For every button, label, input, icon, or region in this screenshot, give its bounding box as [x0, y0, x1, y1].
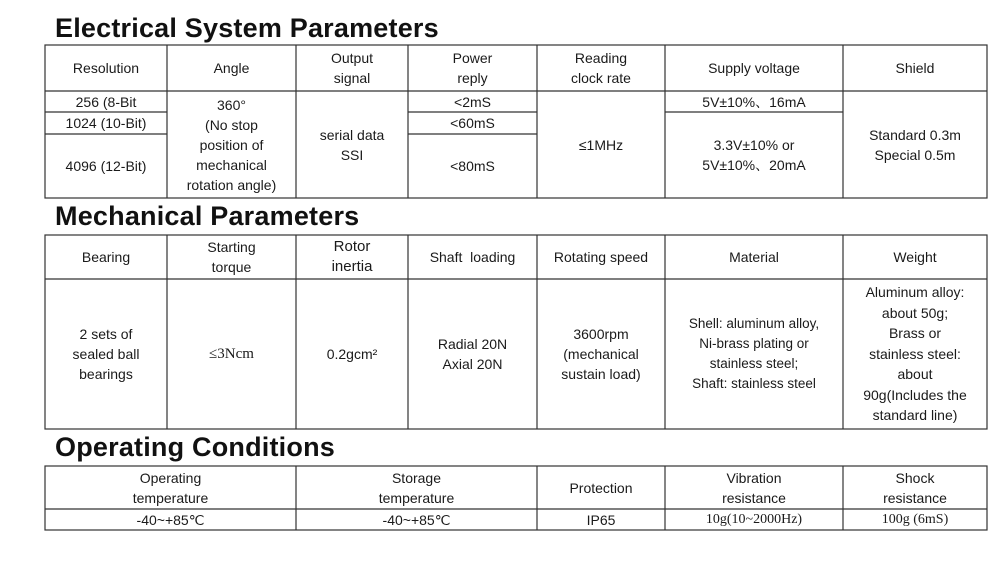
protection-value: IP65: [586, 511, 616, 528]
storage-temperature-value: -40~+85℃: [382, 511, 451, 528]
header-shaft-loading: Shaft loading: [429, 249, 516, 265]
header-storage-temperature: Storage temperature: [378, 469, 455, 506]
material-value: Shell: aluminum alloy, Ni-brass plating or stainless steel; Shaft: stainless steel: [688, 316, 820, 391]
clock-rate-value: ≤1MHz: [578, 136, 624, 153]
output-signal-value: serial data SSI: [319, 126, 385, 163]
header-rotor-inertia: Rotor inertia: [331, 238, 373, 275]
electrical-section-title: Electrical System Parameters: [55, 13, 439, 43]
header-output-signal: Output signal: [330, 50, 374, 86]
power-reply-1: <2mS: [454, 93, 491, 110]
header-protection: Protection: [569, 479, 633, 496]
header-operating-temperature: Operating temperature: [132, 469, 209, 506]
header-starting-torque: Starting torque: [207, 239, 256, 275]
header-shield: Shield: [895, 60, 935, 76]
supply-voltage-2: 3.3V±10% or 5V±10%、20mA: [702, 137, 806, 173]
starting-torque-value: ≤3Ncm: [209, 346, 254, 362]
header-shock-resistance: Shock resistance: [883, 469, 947, 506]
resolution-8bit: 256 (8-Bit: [75, 93, 137, 110]
header-weight: Weight: [893, 249, 937, 265]
operating-section-title: Operating Conditions: [55, 432, 335, 462]
shield-value: Standard 0.3m Special 0.5m: [869, 126, 961, 163]
vibration-resistance-value: 10g(10~2000Hz): [705, 511, 803, 527]
header-supply-voltage: Supply voltage: [708, 60, 800, 76]
resolution-10bit: 1024 (10-Bit): [65, 115, 147, 131]
power-reply-2: <60mS: [450, 115, 495, 131]
header-power-reply: Power reply: [452, 50, 493, 86]
header-angle: Angle: [213, 60, 250, 76]
bearing-value: 2 sets of sealed ball bearings: [72, 326, 140, 382]
mechanical-section-title: Mechanical Parameters: [55, 201, 360, 231]
supply-voltage-1: 5V±10%、16mA: [702, 93, 806, 110]
weight-value: Aluminum alloy: about 50g; Brass or stainless steel: about 90g(Includes the standard line): [863, 284, 967, 424]
power-reply-3: <80mS: [450, 158, 495, 174]
operating-temperature-value: -40~+85℃: [136, 511, 205, 528]
header-vibration-resistance: Vibration resistance: [722, 469, 786, 506]
header-bearing: Bearing: [81, 249, 131, 265]
rotor-inertia-value: 0.2gcm²: [326, 346, 378, 362]
shock-resistance-value: 100g (6mS): [881, 511, 949, 527]
header-reading-clock-rate: Reading clock rate: [571, 50, 631, 86]
angle-value: 360° (No stop position of mechanical rotation angle): [186, 96, 277, 193]
header-resolution: Resolution: [72, 60, 140, 76]
header-material: Material: [729, 249, 779, 265]
resolution-12bit: 4096 (12-Bit): [65, 158, 147, 174]
header-rotating-speed: Rotating speed: [553, 249, 649, 265]
shaft-loading-value: Radial 20N Axial 20N: [437, 336, 508, 372]
rotating-speed-value: 3600rpm (mechanical sustain load): [561, 326, 641, 382]
